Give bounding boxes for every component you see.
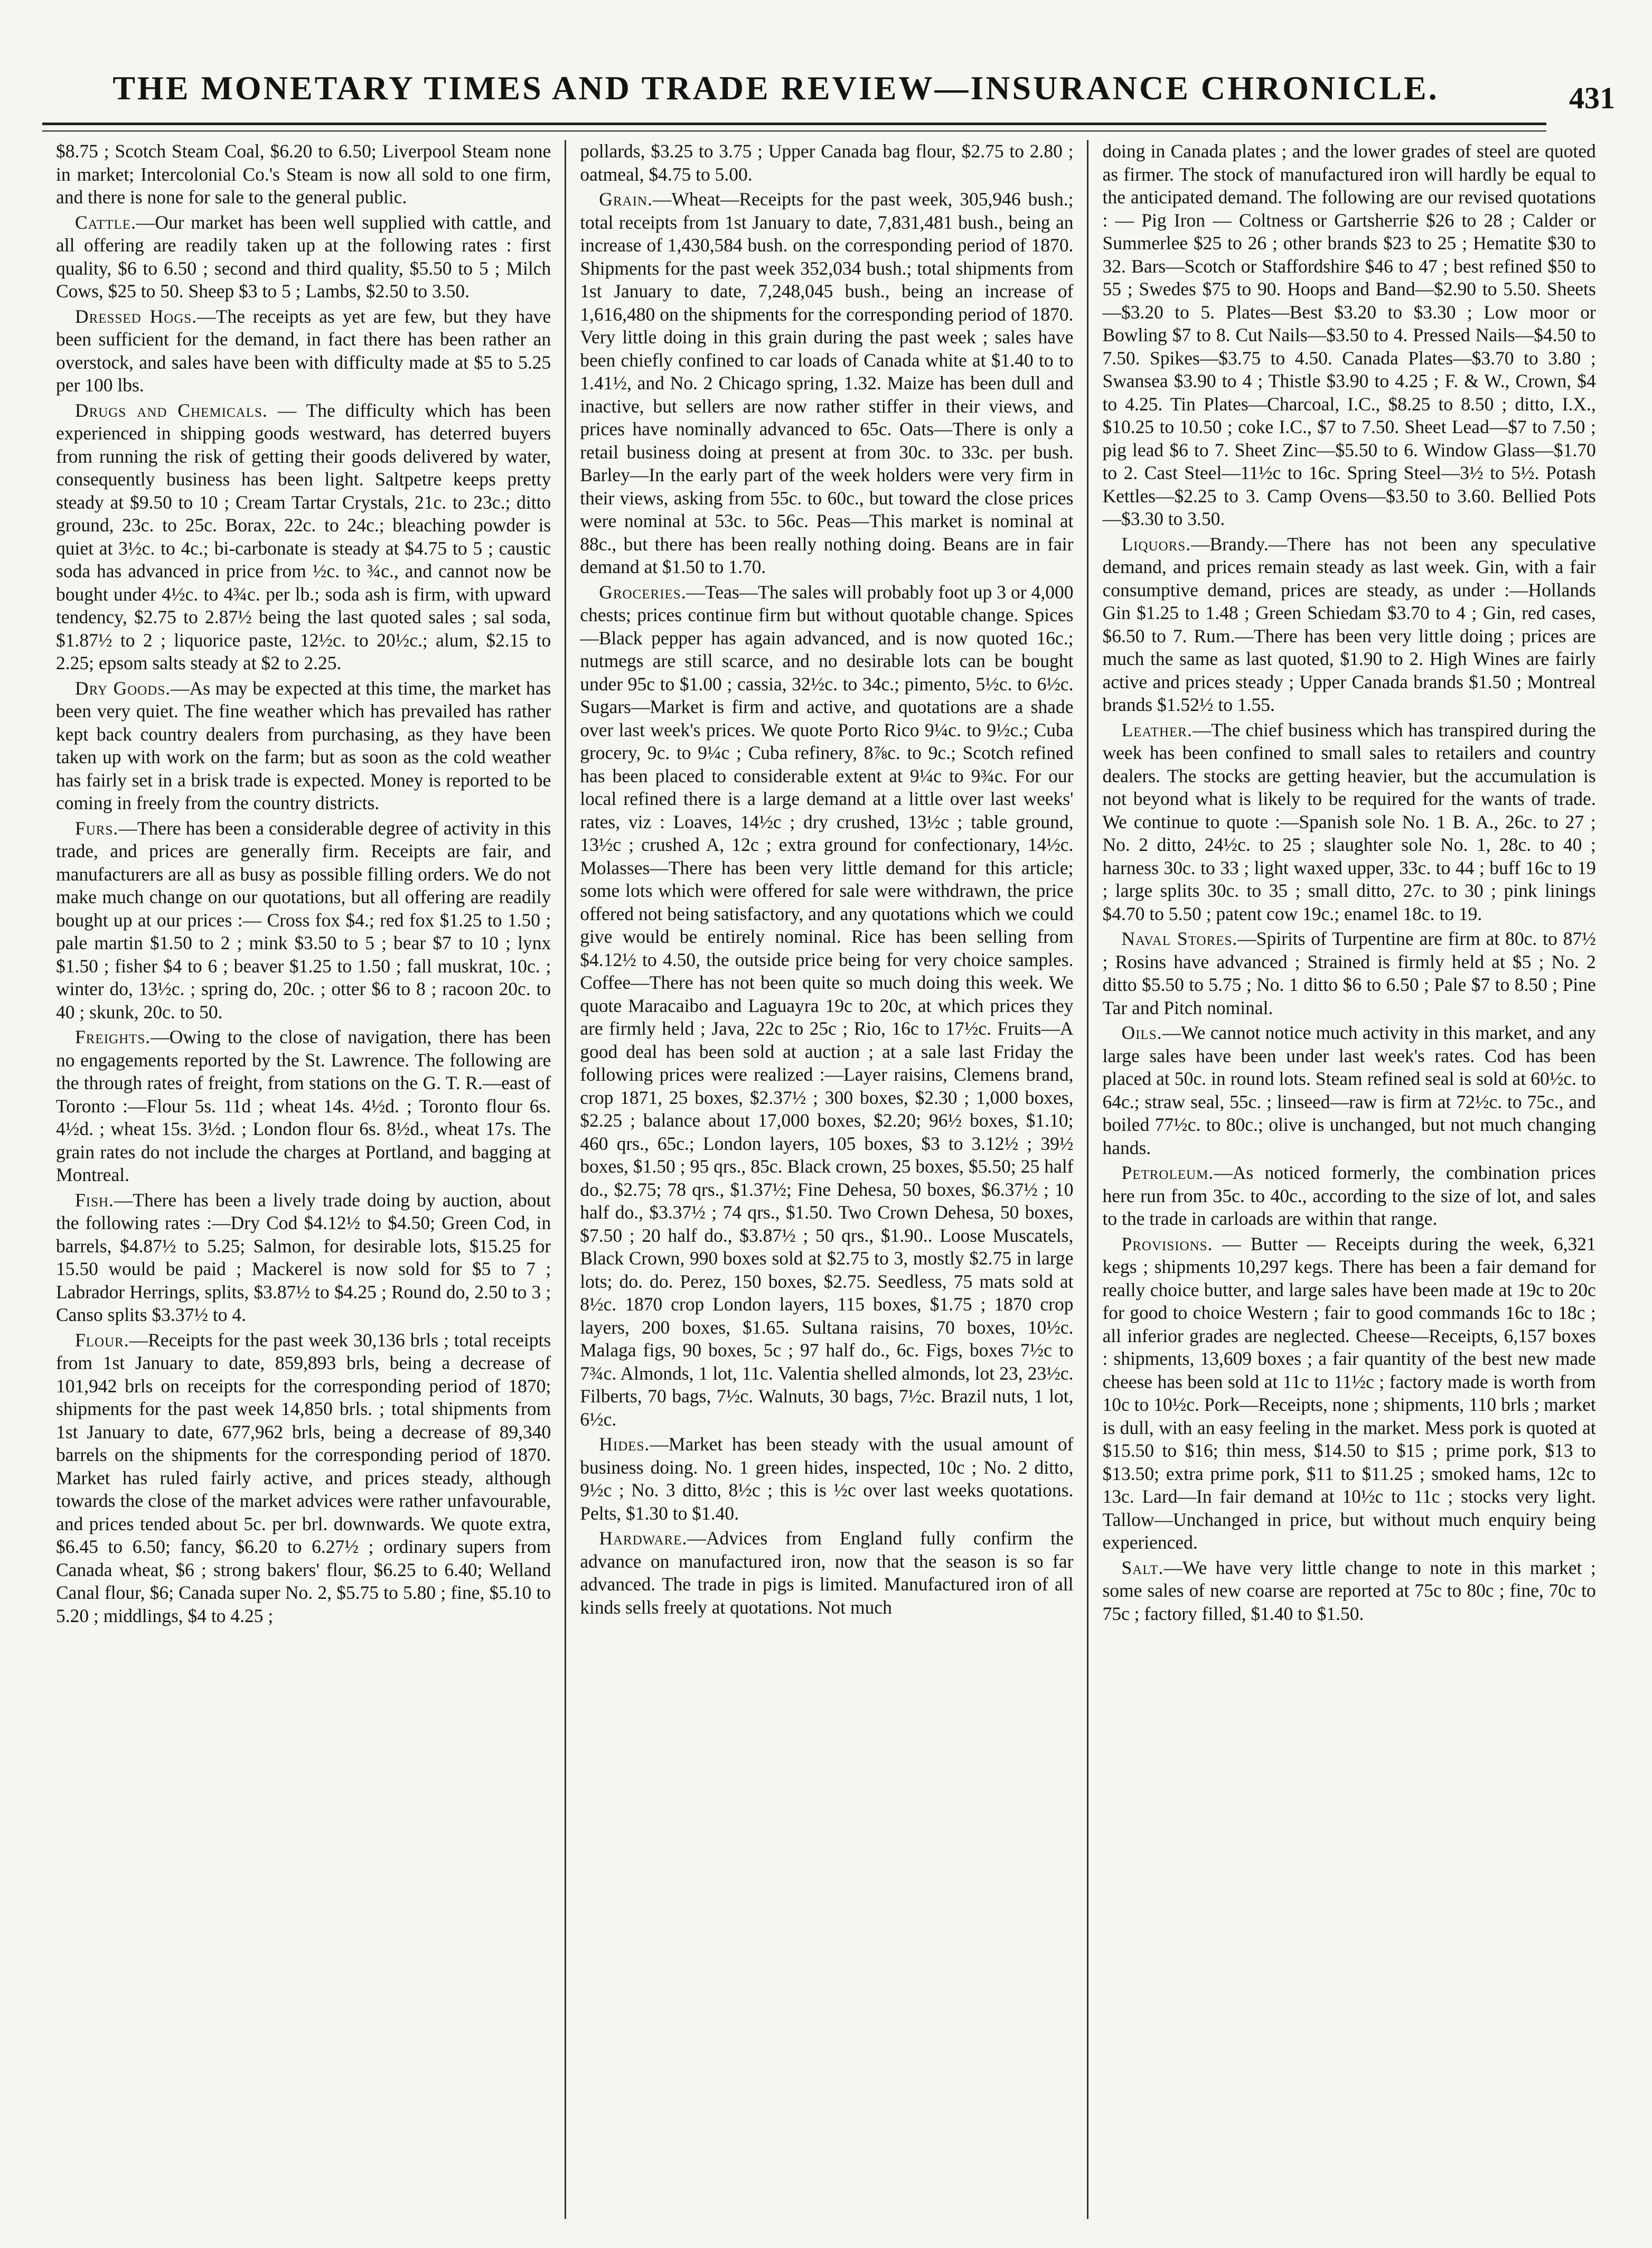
article-paragraph [580, 1433, 1073, 1525]
article-paragraph [1102, 1557, 1595, 1626]
paragraph-text: doing in Canada plates ; and the lower grades of steel are quoted as firmer. The stock of manufactured iron will hardly be equal to the anticipated demand. The following are our revised quotations : — Pig Iron — Coltness or Gartsherrie $26 to 28 ; Calder or Summerlee $25 to 26 ; other brands $23 to 25 ; Hematite $30 to 32. Bars—Scotch or Staffordshire $46 to 47 ; best refined $50 to 55 ; Swedes $75 to 90. Hoops and Band—$2.90 to 5.50. Sheets—$3.20 to 5. Plates—Best $3.20 to $3.30 ; Low moor or Bowling $7 to 8. Cut Nails—$3.50 to 4. Pressed Nails—$4.50 to 7.50. Spikes—$3.75 to 4.50. Canada Plates—$3.70 to 3.80 ; Swansea $3.90 to 4 ; Thistle $3.90 to 4.25 ; F. & W., Crown, $4 to 4.25. Tin Plates—Charcoal, I.C., $8.25 to 8.50 ; ditto, I.X., $10.25 to 10.50 ; coke I.C., $7 to 7.50. Sheet Lead—$7 to 7.50 ; pig lead $6 to 7. Sheet Zinc—$5.50 to 6. Window Glass—$1.70 to 2. Cast Steel—11½c to 16c. Spring Steel—3½ to 5½. Potash Kettles—$2.25 to 3. Camp Ovens—$3.50 to 3.60. Bellied Pots —$3.30 to 3.50. [1102, 140, 1596, 529]
paragraph-text: —There has been a considerable degree of activity in this trade, and prices are generally firm. Receipts are fair, and manufacturers are all as busy as possible filling orders. We do not make much change on our quotations, but all offering are readily bought up at our prices :— Cross fox $4.; red fox $1.25 to 1.50 ; pale martin $1.50 to 2 ; mink $3.50 to 5 ; bear $7 to 10 ; lynx $1.50 ; fisher $4 to 6 ; beaver $1.25 to 1.50 ; fall muskrat, 10c. ; winter do, 13½c. ; spring do, 20c. ; otter $6 to 8 ; racoon 20c. to 40 ; skunk, 20c. to 50. [56, 817, 551, 1023]
article-paragraph [580, 140, 1073, 186]
section-heading: Liquors. [1121, 533, 1191, 555]
article-paragraph [1102, 1162, 1595, 1231]
article-paragraph [56, 305, 551, 397]
paragraph-text: —Receipts for the past week 30,136 brls ; total receipts from 1st January to date, 859,893 brls, being a decrease of 101,942 brls on receipts for the corresponding period of 1870; shipments for the past week 14,850 brls. ; total shipments from 1st January to date, 677,962 brls, being a decrease of 89,340 barrels on the shipments for the corresponding period of 1870. Market has ruled fairly active, and prices steady, although towards the close of the market advices were rather unfavourable, and prices tended about 5c. per brl. downwards. We quote extra, $6.45 to 6.50; fancy, $6.20 to 6.27½ ; ordinary supers from Canada wheat, $6 ; strong bakers' flour, $6.25 to 6.40; Welland Canal flour, $6; Canada super No. 2, $5.75 to 5.80 ; fine, $5.10 to 5.20 ; middlings, $4 to 4.25 ; [56, 1329, 551, 1626]
paragraph-text: —Market has been steady with the usual amount of business doing. No. 1 green hides, inspected, 10c ; No. 2 ditto, 9½c ; No. 3 ditto, 8½c ; this is ½c over last weeks quotations. Pelts, $1.30 to $1.40. [580, 1434, 1074, 1524]
section-heading: Leather. [1121, 719, 1193, 741]
article-paragraph [1102, 1022, 1595, 1159]
section-heading: Salt. [1121, 1557, 1164, 1578]
article-paragraph [56, 140, 551, 209]
article-paragraph [1102, 1233, 1595, 1554]
section-heading: Dressed Hogs. [75, 305, 198, 327]
page-title: THE MONETARY TIMES AND TRADE REVIEW—INSURANCE CHRONICLE. [112, 69, 1439, 107]
section-heading: Groceries. [599, 581, 687, 603]
paragraph-text: —Wheat—Receipts for the past week, 305,946 bush.; total receipts from 1st January to date, 7,831,481 bush., being an increase of 1,430,584 bush. on the corresponding period of 1870. Shipments for the past week 352,034 bush.; total shipments from 1st January to date, 7,248,045 bush., being an increase of 1,616,480 on the shipments for the corresponding period of 1870. Very little doing in this grain during the past week ; sales have been chiefly confined to car loads of Canada white at $1.40 to to 1.41½, and No. 2 Chicago spring, 1.32. Maize has been dull and inactive, but sellers are now rather stiffer in their views, and prices have nominally advanced to 65c. Oats—There is only a retail business doing at present at from 30c. to 33c. per bush. Barley—In the early part of the week holders were very firm in their views, asking from 55c. to 60c., but toward the close prices were nominal at 53c. to 56c. Peas—This market is nominal at 88c., but there has been really nothing doing. Beans are in fair demand at $1.50 to 1.70. [580, 189, 1074, 577]
article-paragraph [1102, 533, 1595, 717]
section-heading: Cattle. [75, 211, 136, 233]
section-heading: Petroleum. [1121, 1162, 1214, 1183]
column-2 [565, 140, 1087, 2219]
paragraph-text: —As noticed formerly, the combination prices here run from 35c. to 40c., according to the size of lot, and sales to the trade in carloads are within that range. [1102, 1162, 1596, 1229]
paragraph-text: —Advices from England fully confirm the advance on manufactured iron, now that the season is so far advanced. The trade in pigs is limited. Manufactured iron of all kinds sells freely at quotations. Not much [580, 1528, 1074, 1618]
paragraph-text: —Spirits of Turpentine are firm at 80c. to 87½ ; Rosins have advanced ; Strained is firmly held at $5 ; No. 2 ditto $5.50 to 5.75 ; No. 1 ditto $6 to 6.50 ; Pale $7 to 8.50 ; Pine Tar and Pitch nominal. [1102, 928, 1596, 1018]
article-paragraph [1102, 140, 1595, 531]
section-heading: Flour. [75, 1329, 129, 1351]
paragraph-text: — Butter — Receipts during the week, 6,321 kegs ; shipments 10,297 kegs. There has been a fair demand for really choice butter, and large sales have been made at 19c to 20c for good to choice Western ; fair to good commands 16c to 18c ; all inferior grades are neglected. Cheese—Receipts, 6,157 boxes : shipments, 13,609 boxes ; a fair quantity of the best new made cheese has been sold at 11c to 11½c ; factory made is worth from 10c to 10½c. Pork—Receipts, none ; shipments, 110 brls ; market is dull, with an easy feeling in the market. Mess pork is quoted at $15.50 to $16; thin mess, $14.50 to $15 ; prime pork, $13 to $13.50; extra prime pork, $11 to $11.25 ; smoked hams, 12c to 13c. Lard—In fair demand at 10½c to 11c ; stocks very light. Tallow—Unchanged in price, but without much enquiry being experienced. [1102, 1233, 1596, 1553]
article-paragraph [580, 188, 1073, 579]
article-paragraph [580, 581, 1073, 1431]
article-paragraph [56, 1329, 551, 1628]
section-heading: Oils. [1121, 1022, 1162, 1043]
paragraph-text: —Teas—The sales will probably foot up 3 or 4,000 chests; prices continue firm but without quotable change. Spices—Black pepper has again advanced, and is now quoted 16c.; nutmegs are still scarce, and no desirable lots can be bought under 95c to $1.00 ; cassia, 32½c. to 34c.; pimento, 5½c. to 6½c. Sugars—Market is firm and active, and quotations are a shade over last week's prices. We quote Porto Rico 9¼c. to 9½c.; Cuba grocery, 9c. to 9¼c ; Cuba refinery, 8⅞c. to 9c.; Scotch refined has been placed to considerable extent at 9¼c to 9¾c. For our local refined there is a large demand at a little over last weeks' rates, viz : Loaves, 14½c ; dry crushed, 13½c ; table ground, 13½c ; crushed A, 12c ; extra ground for confectionary, 14½c. Molasses—There has been very little demand for this article; some lots which were offered for sale were withdrawn, the price offered not being satisfactory, and any quotations which we could give would be entirely nominal. Rice has been selling from $4.12½ to 4.50, the outside price being for very choice samples. Coffee—There has not been quite so much doing this week. We quote Maracaibo and Laguayra 19c to 20c, at which prices they are firmly held ; Java, 22c to 25c ; Rio, 16c to 17½c. Fruits—A good deal has been sold at auction ; at a sale last Friday the following prices were realized :—Layer raisins, Clemens brand, crop 1871, 25 boxes, $2.37½ ; 300 boxes, $2.30 ; 1,000 boxes, $2.25 ; balance about 17,000 boxes, $2.20; 96½ boxes, $1.10; 460 qrs., 65c.; London layers, 105 boxes, $3 to 3.12½ ; 39½ boxes, $1.50 ; 95 qrs., 85c. Black crown, 25 boxes, $5.50; 25 half do., $2.75; 78 qrs., $1.37½; Fine Dehesa, 50 boxes, $6.37½ ; 10 half do., $3.37½ ; 74 qrs., $1.50. Two Crown Dehesa, 50 boxes, $7.50 ; 20 half do., $3.87½ ; 50 qrs., $1.90.. Loose Muscatels, Black Crown, 990 boxes sold at $2.75 to 3, mostly $2.75 in large lots; do. do. Perez, 150 boxes, $2.75. Seedless, 75 mats sold at 8½c. 1870 crop London layers, 115 boxes, $1.75 ; 1870 crop layers, 200 boxes, $1.65. Sultana raisins, 70 boxes, 10½c. Malaga figs, 90 boxes, 5c ; 97 half do., 6c. Figs, boxes 7½c to 7¾c. Almonds, 1 lot, 11c. Valentia shelled almonds, lot 23, 23½c. Filberts, 70 bags, 7½c. Walnuts, 30 bags, 7½c. Brazil nuts, 1 lot, 6½c. [580, 581, 1074, 1430]
paragraph-text: — The difficulty which has been experienced in shipping goods westward, has deterred buyers from running the risk of getting their goods delivered by water, consequently business has been light. Saltpetre keeps pretty steady at $9.50 to 10 ; Cream Tartar Crystals, 21c. to 23c.; ditto ground, 23c. to 25c. Borax, 22c. to 24c.; bleaching powder is quiet at 3½c. to 4c.; bi-carbonate is steady at $4.75 to 5 ; caustic soda has advanced in price from ½c. to ¾c., and cannot now be bought under 4½c. to 4¾c. per lb.; soda ash is firm, with upward tendency, $2.75 to 2.87½ being the last quoted sales ; sal soda, $1.87½ to 2 ; liquorice paste, 12½c. to 20½c.; alum, $2.15 to 2.25; epsom salts steady at $2 to 2.25. [56, 399, 551, 673]
section-heading: Hides. [599, 1434, 650, 1455]
masthead-rule [42, 123, 1546, 132]
article-paragraph [56, 211, 551, 303]
paragraph-text: pollards, $3.25 to 3.75 ; Upper Canada bag flour, $2.75 to 2.80 ; oatmeal, $4.75 to 5.00. [580, 140, 1074, 185]
paragraph-text: —As may be expected at this time, the market has been very quiet. The fine weather which has prevailed has rather kept back country dealers from purchasing, as they have been taken up with work on the farm; but as soon as the cold weather has fairly set in a brisk trade is expected. Money is reported to be coming in freely from the country districts. [56, 677, 551, 813]
article-paragraph [56, 817, 551, 1024]
paragraph-text: —We cannot notice much activity in this market, and any large sales have been under last week's rates. Cod has been placed at 50c. in round lots. Steam refined seal is sold at 60½c. to 64c.; straw seal, 55c. ; linseed—raw is firm at 72½c. to 75c., and boiled 77½c. to 80c.; olive is unchanged, but not much changing hands. [1102, 1022, 1596, 1158]
section-heading: Furs. [75, 817, 119, 839]
article-paragraph [56, 1026, 551, 1187]
article-paragraph [1102, 719, 1595, 926]
paragraph-text: —There has been a lively trade doing by auction, about the following rates :—Dry Cod $4.12½ to $4.50; Green Cod, in barrels, $4.87½ to 5.25; Salmon, for desirable lots, $15.25 for 15.50 would be paid ; Mackerel is now sold for $5 to 7 ; Labrador Herrings, splits, $3.87½ to $4.25 ; Round do, 2.50 to 3 ; Canso splits $3.37½ to 4. [56, 1189, 551, 1325]
section-heading: Naval Stores. [1121, 928, 1238, 949]
article-paragraph [56, 1189, 551, 1327]
page-number: 431 [1569, 81, 1615, 115]
section-heading: Hardware. [599, 1528, 688, 1549]
article-paragraph [56, 677, 551, 815]
section-heading: Dry Goods. [75, 677, 171, 699]
section-heading: Freights. [75, 1026, 151, 1047]
article-paragraph [56, 399, 551, 675]
section-heading: Drugs and Chemicals. [75, 399, 268, 421]
paragraph-text: $8.75 ; Scotch Steam Coal, $6.20 to 6.50; Liverpool Steam none in market; Intercolonial Co.'s Steam is now all sold to one firm, and there is none for sale to the general public. [56, 140, 551, 208]
paragraph-text: —We have very little change to note in this market ; some sales of new coarse are reported at 75c to 80c ; fine, 70c to 75c ; factory filled, $1.40 to $1.50. [1102, 1557, 1596, 1624]
article-paragraph [1102, 928, 1595, 1019]
paragraph-text: —Brandy.—There has not been any speculative demand, and prices remain steady as last week. Gin, with a fair consumptive demand, prices are steady, as under :—Hollands Gin $1.25 to 1.48 ; Green Schiedam $3.70 to 4 ; Gin, red cases, $6.50 to 7. Rum.—There has been very little doing ; prices are much the same as last quoted, $1.90 to 2. High Wines are fairly active and prices steady ; Upper Canada brands $1.50 ; Montreal brands $1.52½ to 1.55. [1102, 533, 1596, 715]
column-1 [42, 140, 565, 2219]
masthead [42, 69, 1615, 121]
column-3 [1087, 140, 1609, 2219]
section-heading: Grain. [599, 189, 653, 210]
paragraph-text: —The receipts as yet are few, but they have been sufficient for the demand, in fact there has been rather an overstock, and sales have been with difficulty made at $5 to 5.25 per 100 lbs. [56, 305, 551, 396]
paragraph-text: —The chief business which has transpired during the week has been confined to small sales to retailers and country dealers. The stocks are getting heavier, but the accumulation is not beyond what is likely to be required for the wants of trade. We continue to quote :—Spanish sole No. 1 B. A., 26c. to 27 ; No. 2 ditto, 24½c. to 25 ; slaughter sole No. 1, 28c. to 40 ; harness 30c. to 33 ; light waxed upper, 33c. to 44 ; buff 16c to 19 ; large splits 30c. to 35 ; small ditto, 27c. to 30 ; pink linings $4.70 to 5.50 ; patent cow 19c.; enamel 18c. to 19. [1102, 719, 1596, 924]
paragraph-text: —Owing to the close of navigation, there has been no engagements reported by the St. Lawrence. The following are the through rates of freight, from stations on the G. T. R.—east of Toronto :—Flour 5s. 11d ; wheat 14s. 4½d. ; Toronto flour 6s. 4½d. ; wheat 15s. 3½d. ; London flour 6s. 8½d., wheat 17s. The grain rates do not include the charges at Portland, and bagging at Montreal. [56, 1026, 551, 1185]
section-heading: Provisions. [1121, 1233, 1213, 1254]
article-columns [42, 140, 1610, 2219]
article-paragraph [580, 1527, 1073, 1619]
paragraph-text: —Our market has been well supplied with cattle, and all offering are readily taken up at the following rates : first quality, $6 to 6.50 ; second and third quality, $5.50 to 5 ; Milch Cows, $25 to 50. Sheep $3 to 5 ; Lambs, $2.50 to 3.50. [56, 211, 551, 302]
section-heading: Fish. [75, 1189, 114, 1211]
